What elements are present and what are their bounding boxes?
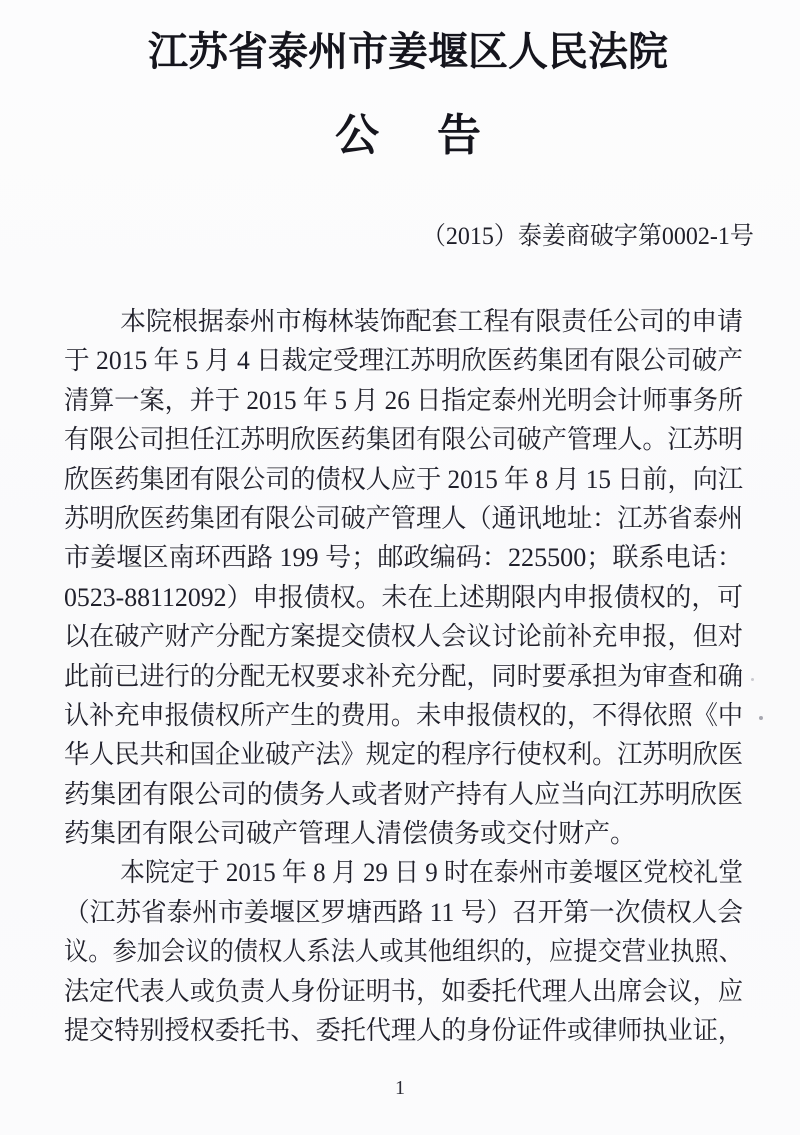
scan-speck [751, 678, 754, 681]
body-line: 认补充申报债权所产生的费用。未申报债权的，不得依照《中 [64, 700, 743, 730]
body-line: 苏明欣医药集团有限公司破产管理人（通讯地址：江苏省泰州 [64, 503, 743, 533]
body-line: 0523-88112092）申报债权。未在上述期限内申报债权的，可 [64, 582, 743, 612]
announcement-title-char-1: 公 [335, 111, 379, 160]
body-line: 清算一案，并于 2015 年 5 月 26 日指定泰州光明会计师事务所 [64, 385, 743, 415]
announcement-title-char-2: 告 [437, 111, 481, 160]
body-line: 药集团有限公司的债务人或者财产持有人应当向江苏明欣医 [64, 779, 743, 809]
page-number: 1 [395, 1077, 405, 1100]
body-line: 本院定于 2015 年 8 月 29 日 9 时在泰州市姜堰区党校礼堂 [120, 858, 743, 888]
body-line: 欣医药集团有限公司的债权人应于 2015 年 8 月 15 日前，向江 [64, 464, 743, 494]
body-line: 于 2015 年 5 月 4 日裁定受理江苏明欣医药集团有限公司破产 [64, 346, 743, 376]
court-name-heading [0, 30, 800, 74]
body-line: 议。参加会议的债权人系法人或其他组织的，应提交营业执照、 [64, 937, 743, 967]
body-line: 本院根据泰州市梅林装饰配套工程有限责任公司的申请 [120, 307, 743, 336]
body-line: 市姜堰区南环西路 199 号；邮政编码：225500；联系电话： [64, 543, 743, 573]
body-line: 以在破产财产分配方案提交债权人会议讨论前补充申报，但对 [64, 622, 743, 652]
scan-speck [759, 716, 763, 720]
scanned-court-announcement-page [0, 30, 800, 1135]
announcement-body [64, 302, 743, 1050]
case-number-text: （2015）泰姜商破字第0002-1号 [422, 223, 754, 250]
body-line: 法定代表人或负责人身份证明书，如委托代理人出席会议，应 [64, 976, 743, 1006]
body-line: （江苏省泰州市姜堰区罗塘西路 11 号）召开第一次债权人会 [64, 897, 743, 927]
court-name-text: 江苏省泰州市姜堰区人民法院 [148, 29, 668, 74]
body-line: 有限公司担任江苏明欣医药集团有限公司破产管理人。江苏明 [64, 425, 743, 455]
body-line: 提交特别授权委托书、委托代理人的身份证件或律师执业证， [64, 1016, 743, 1046]
body-line: 此前已进行的分配无权要求补充分配，同时要承担为审查和确 [64, 661, 743, 691]
case-number [0, 222, 800, 252]
body-line: 药集团有限公司破产管理人清偿债务或交付财产。 [64, 819, 637, 849]
body-line: 华人民共和国企业破产法》规定的程序行使权利。江苏明欣医 [64, 740, 743, 770]
announcement-title [0, 112, 800, 160]
